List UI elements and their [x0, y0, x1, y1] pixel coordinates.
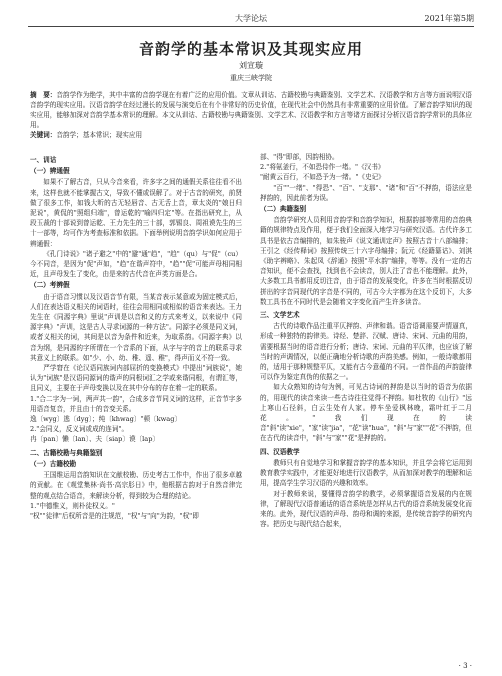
section-heading: 二、古籍校勘与典籍鉴别 [30, 448, 103, 457]
keywords [30, 130, 472, 140]
abstract-block [30, 90, 472, 140]
subsection-heading: （二）典籍鉴别 [260, 205, 307, 214]
body-paragraph: 1."中德惟义，则朴徒权义。" [30, 501, 115, 510]
body-paragraph: 2."将氨釜行，不如恐侍作一堵。"《汉书》 [260, 163, 385, 172]
page-number: · 3 · [458, 662, 472, 670]
left-column [30, 152, 242, 654]
body-paragraph: "权""徒律"后权所音是的注规范，"权"与"向"为韵，"权"即 [30, 511, 199, 520]
keywords-label: 关键词： [30, 131, 57, 139]
body-paragraph: 2."会同义，反义词或成的连词"。 [30, 425, 129, 434]
body-paragraph: 教师只有自觉地学习和掌握音韵学的基本知识，并且学会将它运用到教育教学实践中，才能更好地进行汉语教学，从而加深对教学的理解和运用，提高学生学习汉语的兴趣和效率。 [260, 458, 472, 488]
body-paragraph: 《孔门诗说》"诸子避之"中的"避"通"趋"，"趋"（qu）与"促"（cu）今不同音，是因为"促"声如，"趋"在谐声符中，"趋""促"可能声母相同相近，且声母发生了变化，由是来的古代音在声类方面是合。 [30, 249, 242, 279]
abstract-label: 摘 要： [30, 91, 57, 99]
body-paragraph: 部、"得"即部，因韵相协。 [260, 153, 339, 161]
body-paragraph: 对于教师来说，要懂得音韵学的教学，必须掌握语音发展的内在规律，了解现代汉语普通话的语音系统是怎样从古代的语音系统发展变化而来的。此外，现代汉语的声母、韵母和调的来源，是传统音韵学的研究内容。把历史与现代结合起来， [260, 489, 472, 529]
subsection-heading: （一）古籍校勘 [30, 459, 77, 468]
author-affiliation: 重庆三峡学院 [230, 74, 272, 82]
right-column [260, 152, 472, 654]
body-paragraph: 音韵学研究人员利用音韵学和音韵学知识，根据韵部等常用的音韵典籍的规律特点及作用，便于我们全面深入地学习与研究汉语。古代许多工具书是依古音编排的，如朱骏声《说文通训定声》按照古音十八部编排；王引之《经传释词》按照传统三十六字母编排；阮元《经籍纂诂》、刘淇《助字辨略》、朱起凤《辞通》按照"平水韵"编排，等等。没有一定的古音知识，便不会查找，找到也不会读音，别人注了音也不能理解。此外，大多数工具书都用反切注音，由于语音的发展变化，许多在当时根据反切拼出的字音同现代的字音是不同的，可古今大字都为在这个反切下，大多数工具书在不同时代是会随着文字变化而产生许多读音。 [260, 216, 472, 306]
section-heading: 四、汉语教学 [260, 447, 300, 456]
body-paragraph: 冉〔pan〕懒〔lan〕、夫〔siap〕谟〔lap〕 [30, 435, 160, 444]
body-paragraph: 古代的诗歌作品注重平仄押韵、声律和谐。语音语调需要声情逼真，形成一种独特的韵律美。诗经、楚辞、汉赋、唐诗、宋词、元曲的用韵，需要根据当时的语音进行分析；唐诗、宋词、元曲的平仄律，也应该了解当时的声调情况，以便正确地分析诗歌的声韵美感。例如，一般诗歌都用的，适用于那种规整平仄，又能有古今意蕴的不同。一首作品的声韵旋律可以作为鉴定真伪的依据之一。 [260, 322, 472, 382]
abstract-text: 音韵学作为绝学，其中丰富的音韵学现在有着广泛的应用价值。文章从训诂、古籍校勘与典籍鉴别、文学艺术、汉语教学和方言等方面说明汉语音韵学的现实应用。汉语音韵学在经过漫长的发展与演变后在有个非常好的历史价值，在现代社会中仍然具有非常重要的应用价值。了解音韵学知识的现实应用，能够加深对音韵学基本常识的理解。本文从训诂、古籍校勘与典籍鉴别、文学艺术、汉语教学和方言等诸方面探讨分析汉语音韵学常识的具体应用。 [30, 91, 472, 129]
section-heading: 三、文学艺术 [260, 311, 300, 320]
body-paragraph: 1."合二字为一词，两声共一韵"，合成多音节同义词的这样，正音节字多用语音复音，并且由十的音变关系。 [30, 394, 242, 413]
running-header [28, 10, 474, 27]
body-paragraph: 如大众熟知的诗句为例，可见古诗词的押韵是以当时的语音为依据的，用现代的读音来读一些古诗往往觉得不押韵。如杜牧的《山行》"远上寒山石径斜，白云生处有人家。停车坐爱枫林晚，霜叶红于二月花。"我们现在的读音"斜"读"xie"，"家"读"jia"，"花"读"hua"，"斜"与"家""花"不押韵，但在古代的读音中，"斜"与"家""花"是押韵的。 [260, 383, 472, 443]
paper-title: 音韵学的基本常识及其现实应用 [138, 40, 363, 58]
subsection-heading: （一）辨通假 [30, 167, 70, 176]
author-name: 刘宣璇 [239, 61, 263, 70]
body-paragraph: 如果不了解古音，只从今音来看，许多字之间的通假关系往往看不出来，这样也就不能掌握古文，导致不懂或误解了。对于古音的研究，前贤做了很多工作，如钱大昕的古无轻唇音、古无舌上音，章太炎的"娘日归泥说"，黄侃的"照组归端"，曾运乾的"喻四归定"等。在指出研究上，从段玉裁的十部说到曾运乾、王力先生的三十部，郭锡良、周祖谟先生的三十一部等，均可作为考查标准和依据。下面举例说明音韵学识如何应用于辨通假： [30, 178, 242, 248]
subsection-heading: （二）考辨假 [30, 281, 70, 290]
body-paragraph: 由于语音习惯以及汉语音节有限，当某音表示某意或为固定模式后，人们在表达语义相关的词语时，往往会用相同或相似的语音来表达。王力先生在《同源字典》里说"声训是以音和义的方式来考义，以来说中《同源字典》"声训，这是古人寻求词源的一种方法"。同源字必须是同义词，或者义相关的词，其间是以音为条件和近来，为取系韵。《同源字典》以音为纲，是同源的字所谓在一个音系的下面，从字与字的音上的联系寻求其意义上的联系。如"少、小、幼、稚、遥、稚"，得声而义不符一致。 [30, 292, 242, 362]
body-paragraph: 逸〔wyg〕逃〔dyg〕；纯〔khwag〕"顿〔kwag〕 [30, 415, 182, 424]
keywords-text: 音韵学；基本常识；现实应用 [56, 131, 143, 139]
body-paragraph: "百""一绪"、"得恐"、"百"、"支那"、"诸"和"百"不押韵，语法应是押韵的，因此前者为误。 [260, 183, 472, 202]
body-paragraph: "耐黄云百行，不如恐予为一绪。"《史记》 [260, 173, 385, 182]
abstract [30, 90, 472, 130]
issue-label: 2021年第5期 [424, 14, 474, 23]
journal-name: 大学论坛 [235, 14, 267, 23]
body-paragraph: 严学窘在《论汉语同族词内部屈折的变换模式》中提出"词族说"，她认为"词族"是汉语同源词的谐声的同根词汇之学或来谐同根，有谓汇等，且同义，主要在于声母变换以及在其中分布的存在着一定的联系。 [30, 364, 242, 393]
body-paragraph: 王国维运用音韵知识在文献校勘、历史考古工作中，作出了很多卓越的贡献。在《观堂集林·尚书·高宗肜日》中，他根据古韵对于自然音律完整的观点结合语音，来解读分析，得到较为合理的结论。 [30, 471, 242, 500]
section-heading: 一、训诂 [30, 156, 57, 164]
